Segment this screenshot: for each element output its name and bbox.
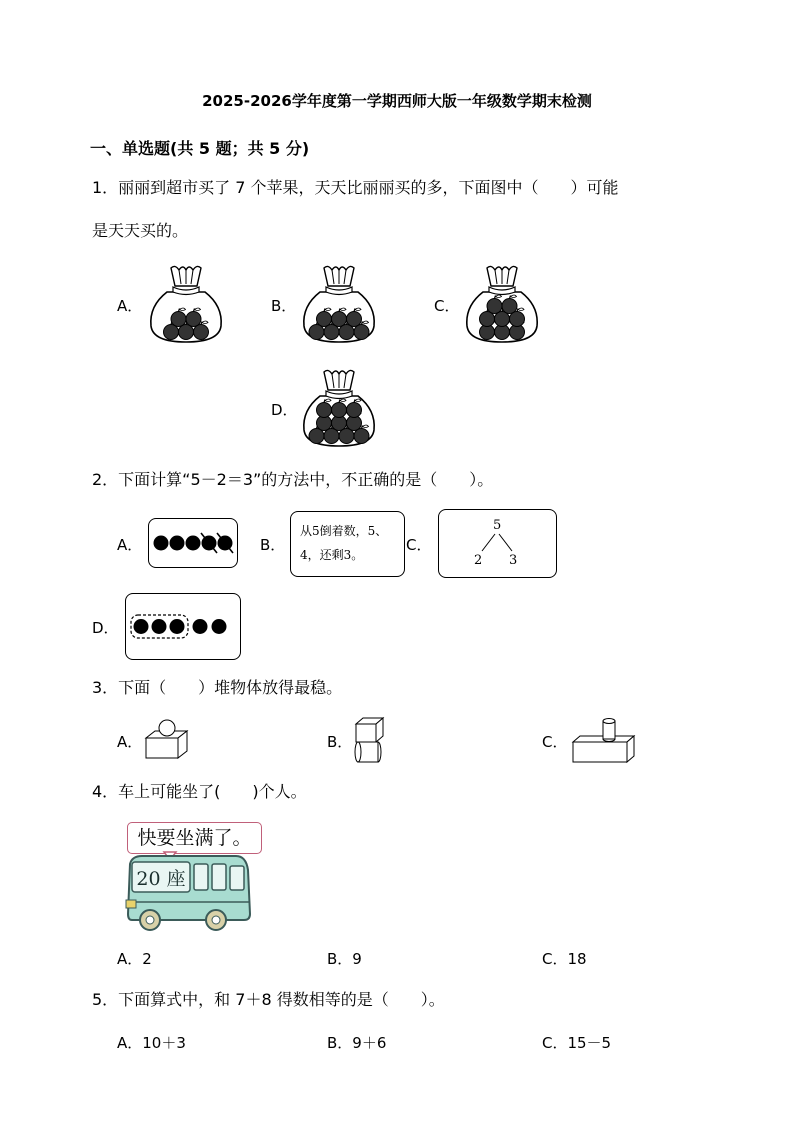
apple [324, 429, 339, 444]
apple [186, 312, 201, 327]
q3-option-b-label: B． [327, 733, 353, 751]
apple [317, 403, 332, 418]
apple [487, 299, 502, 314]
q3-option-c-label: C． [542, 733, 568, 751]
q1-apple-bag-d [298, 366, 380, 450]
q1-option-c-label: C． [434, 297, 460, 315]
q3-option-a-label: A． [117, 733, 143, 751]
crossed-dots-figure [149, 519, 237, 567]
q2-option-d-box [125, 593, 241, 660]
bus-illustration [124, 850, 254, 932]
q5-option-a: A．10＋3 [117, 1034, 186, 1052]
question-2-stem: 2．下面计算“5－2＝3”的方法中，不正确的是（ ）。 [92, 470, 494, 489]
q5-option-b: B．9＋6 [327, 1034, 387, 1052]
q2-option-d-label: D． [92, 619, 119, 637]
q2-b-text-line1: 从5倒着数，5、 [300, 524, 388, 538]
q2-option-c-label: C． [406, 536, 432, 554]
apple [309, 429, 324, 444]
apple [194, 325, 209, 340]
number-bond-left: 2 [474, 553, 483, 568]
q1-apple-bag-c [461, 262, 543, 346]
cylinder-on-box-figure [571, 716, 637, 764]
q2-option-a-box [148, 518, 238, 568]
ball-on-box-figure [143, 718, 191, 762]
q4-option-b: B．9 [327, 950, 362, 968]
question-3-stem: 3．下面（ ）堆物体放得最稳。 [92, 678, 343, 697]
q2-option-b-label: B． [260, 536, 286, 554]
question-1-line1: 1．丽丽到超市买了 7 个苹果，天天比丽丽买的多，下面图中（ ）可能 [92, 178, 619, 197]
section-heading: 一、单选题(共 5 题；共 5 分) [90, 139, 310, 158]
apple [502, 299, 517, 314]
q1-option-b-label: B． [271, 297, 297, 315]
number-bond-right: 3 [509, 553, 518, 568]
apple [510, 312, 525, 327]
apple [495, 312, 510, 327]
apple [354, 325, 369, 340]
apple [332, 403, 347, 418]
number-bond-top: 5 [493, 518, 502, 533]
bus-seat-sign: 20 座 [136, 868, 186, 890]
circled-dots-figure [126, 594, 240, 659]
question-1-line2: 是天天买的。 [92, 221, 189, 240]
apple [179, 325, 194, 340]
q2-b-text-line2: 4，还剩3。 [300, 548, 364, 562]
apple [317, 312, 332, 327]
apple [347, 312, 362, 327]
q1-apple-bag-b [298, 262, 380, 346]
apple [171, 312, 186, 327]
cube-on-cylinder-figure [352, 716, 388, 764]
q4-option-c: C．18 [542, 950, 587, 968]
apple [480, 312, 495, 327]
speech-bubble-text: 快要坐满了。 [137, 827, 252, 849]
q5-option-c: C．15－5 [542, 1034, 612, 1052]
apple [339, 325, 354, 340]
apple [332, 312, 347, 327]
apple [347, 403, 362, 418]
question-4-stem: 4．车上可能坐了( )个人。 [92, 782, 307, 801]
q2-option-b-box [290, 511, 405, 577]
apple [309, 325, 324, 340]
q1-option-d-label: D． [271, 401, 298, 419]
q2-option-c-box [438, 509, 557, 578]
apple [164, 325, 179, 340]
page-title: 2025-2026学年度第一学期西师大版一年级数学期末检测 [202, 92, 592, 110]
q4-option-a: A．2 [117, 950, 152, 968]
q1-apple-bag-a [145, 262, 227, 346]
q1-option-a-label: A． [117, 297, 143, 315]
apple [339, 429, 354, 444]
number-bond-lines [439, 510, 556, 577]
question-5-stem: 5．下面算式中，和 7＋8 得数相等的是（ ）。 [92, 990, 445, 1009]
apple [324, 325, 339, 340]
q2-option-a-label: A． [117, 536, 143, 554]
apple [354, 429, 369, 444]
